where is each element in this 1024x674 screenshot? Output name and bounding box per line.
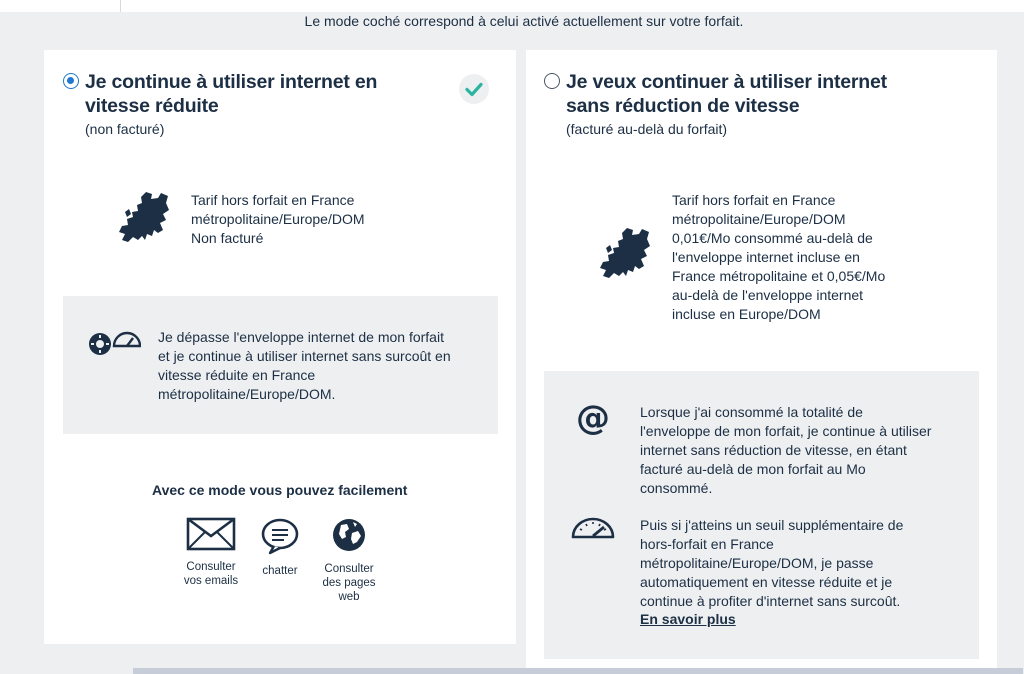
info-text-threshold: Puis si j'atteins un seuil supplémentaire de hors-forfait en France métropolitaine/Europe/DOM, je passe automatiquement en vitesse réduite et je continue à profiter d'internet sans surcoût. — [640, 517, 904, 609]
svg-text:@: @ — [576, 401, 610, 435]
feature-emails — [171, 517, 251, 588]
europe-map-icon — [116, 190, 170, 251]
features-title: Avec ce mode vous pouvez facilement — [152, 482, 408, 498]
option-subtitle: (non facturé) — [85, 121, 165, 137]
feature-label: Consulter vos emails — [183, 561, 239, 587]
tariff-text: Tarif hors forfait en France métropolitaine/Europe/DOM 0,01€/Mo consommé au-delà de l'enveloppe internet incluse en France métropolitaine et 0,05€/Mo au-delà de l'enveloppe internet incluse en Europe/DOM — [672, 192, 886, 322]
feature-chat — [240, 517, 320, 578]
feature-web — [309, 517, 389, 604]
option-card-reduced-speed[interactable] — [44, 50, 516, 644]
chat-icon — [260, 517, 300, 555]
at-sign-icon — [576, 401, 610, 440]
horizontal-scrollbar[interactable] — [133, 668, 1023, 674]
tariff-text: Tarif hors forfait en France métropolitaine/Europe/DOM Non facturé — [191, 192, 365, 246]
europe-map-icon — [597, 226, 651, 287]
info-text-reduced-speed: Je dépasse l'enveloppe internet de mon forfait et je continue à utiliser internet sans surcoût en vitesse réduite en France métropolitaine/Europe/DOM. — [158, 329, 451, 402]
globe-icon — [331, 517, 367, 553]
feature-label: Consulter des pages web — [322, 563, 376, 603]
top-strip-divider — [120, 0, 121, 12]
settings-speed-icon — [85, 328, 141, 363]
info-box-reduced-speed — [63, 296, 498, 434]
option-card-full-speed[interactable] — [526, 50, 997, 674]
envelope-icon — [186, 517, 236, 551]
info-box-full-speed — [544, 371, 979, 659]
radio-full-speed[interactable] — [544, 73, 560, 89]
option-title-reduced-speed: Je continue à utiliser internet en vitesse réduite — [85, 71, 378, 117]
speedometer-icon — [570, 516, 616, 545]
feature-label: chatter — [262, 565, 298, 577]
info-text-billing: Lorsque j'ai consommé la totalité de l'enveloppe de mon forfait, je continue à utiliser internet sans réduction de vitesse, en étant facturé au-delà de mon forfait au Mo consommé. — [640, 404, 932, 496]
option-title-full-speed: Je veux continuer à utiliser internet sans réduction de vitesse — [566, 71, 887, 117]
radio-reduced-speed[interactable] — [63, 73, 79, 89]
active-check-icon — [459, 74, 489, 104]
option-subtitle: (facturé au-delà du forfait) — [566, 121, 728, 137]
learn-more-link[interactable]: En savoir plus — [640, 611, 736, 627]
top-strip — [0, 0, 1024, 12]
page-caption: Le mode coché correspond à celui activé actuellement sur votre forfait. — [304, 13, 744, 29]
